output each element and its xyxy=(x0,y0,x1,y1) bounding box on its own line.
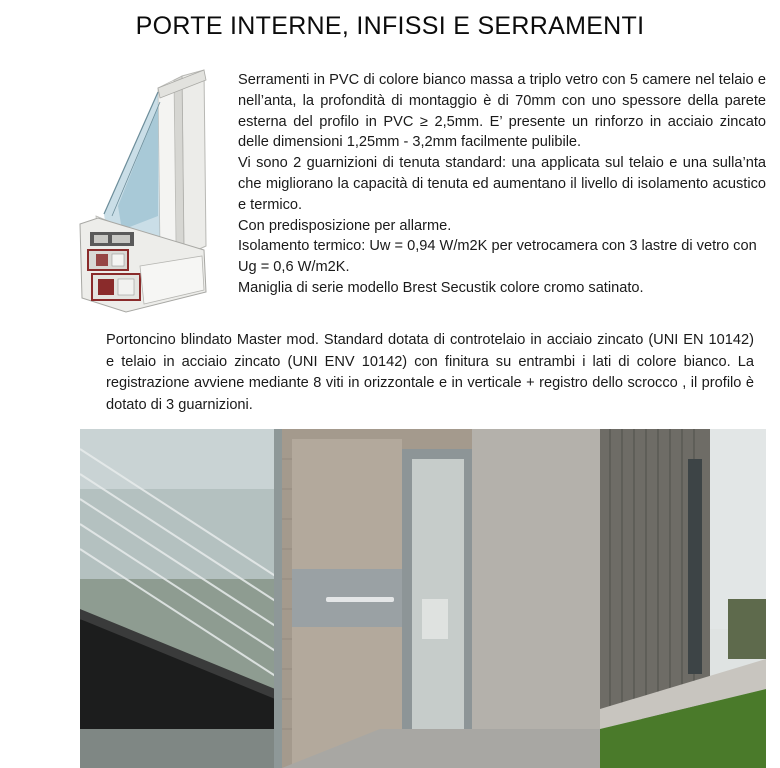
gasket-paragraph: Vi sono 2 guarnizioni di tenuta standard: una applicata sul telaio e una sulla’nta che migliorano la capacità di tenuta ed aumentano il livello di isolamento acustico e termico. xyxy=(238,155,766,213)
thermal-insulation-paragraph: Isolamento termico: Uw = 0,94 W/m2K per vetrocamera con 3 lastre di vetro con Ug = 0,6 W/m2K. xyxy=(238,238,757,276)
handle-paragraph: Maniglia di serie modello Brest Secustik colore cromo satinato. xyxy=(238,279,644,296)
pvc-window-profile-image xyxy=(74,66,224,316)
page-title: PORTE INTERNE, INFISSI E SERRAMENTI xyxy=(135,12,645,40)
alarm-paragraph: Con predisposizione per allarme. xyxy=(238,217,452,234)
window-spec-paragraph: Serramenti in PVC di colore bianco massa a triplo vetro con 5 camere nel telaio e nell’anta, la profondità di montaggio è di 70mm con uno spessore della parete esterna del profilo in PVC ≥ 2,5mm. E’ presente un rinforzo in acciaio zincato delle dimensioni 1,25mm - 3,2mm facilmente pulibile. xyxy=(238,72,766,151)
window-description xyxy=(238,70,766,299)
armored-door-paragraph: Portoncino blindato Master mod. Standard dotata di controtelaio in acciaio zincato (UNI EN 10142) e telaio in acciaio zincato (UNI ENV 10142) con finitura su entrambi i lati di colore bianco. La registrazione avviene mediante 8 viti in orizzontale e in verticale + registro dello scrocco , il profilo è dotato di 3 guarnizioni. xyxy=(106,332,754,413)
entrance-door-photo xyxy=(80,429,766,768)
door-description xyxy=(106,330,754,416)
